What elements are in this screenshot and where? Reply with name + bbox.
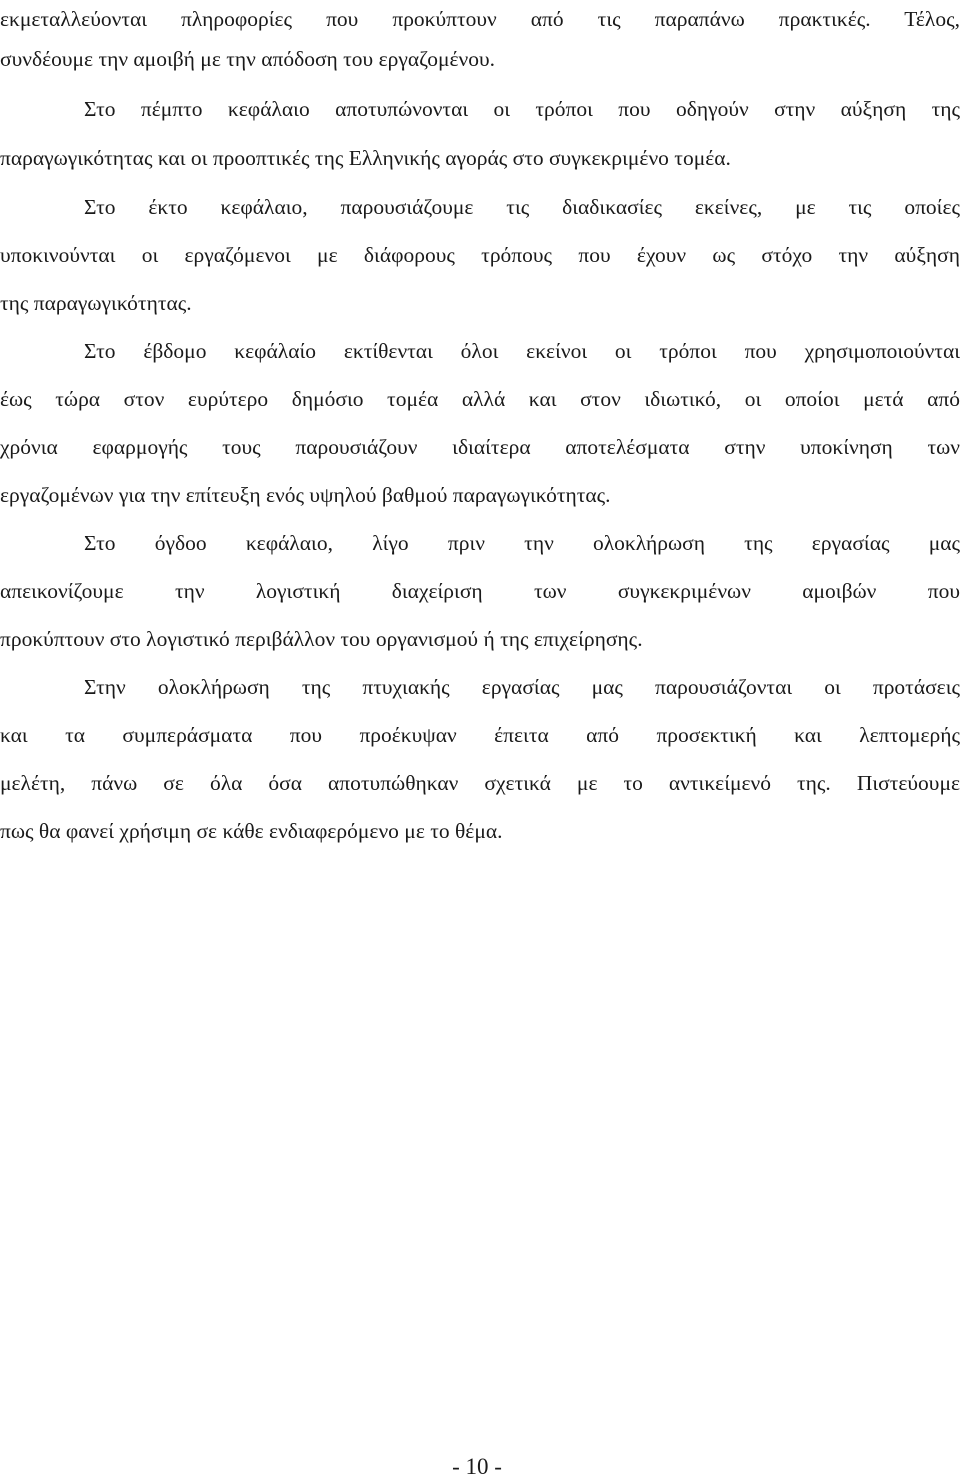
page-number — [0, 1452, 960, 1480]
text-line: χρόνια εφαρμογής τους παρουσιάζουν ιδιαίτερα αποτελέσματα στην υποκίνηση των — [0, 435, 960, 459]
text-line: της παραγωγικότητας. — [0, 291, 192, 315]
text-line: Στο όγδοο κεφάλαιο, λίγο πριν την ολοκλήρωση της εργασίας μας — [84, 531, 960, 555]
text-line: πως θα φανεί χρήσιμη σε κάθε ενδιαφερόμενο με το θέμα. — [0, 819, 503, 843]
text-line: και τα συμπεράσματα που προέκυψαν έπειτα από προσεκτική και λεπτομερής — [0, 723, 960, 747]
page-number-text: - 10 - — [452, 1454, 502, 1479]
text-line: υποκινούνται οι εργαζόμενοι με διάφορους τρόπους που έχουν ως στόχο την αύξηση — [0, 243, 960, 267]
text-line: Στην ολοκλήρωση της πτυχιακής εργασίας μας παρουσιάζονται οι προτάσεις — [84, 675, 960, 699]
text-line: απεικονίζουμε την λογιστική διαχείριση των συγκεκριμένων αμοιβών που — [0, 579, 960, 603]
text-line: Στο έβδομο κεφάλαίο εκτίθενται όλοι εκείνοι οι τρόποι που χρησιμοποιούνται — [84, 339, 960, 363]
text-line: παραγωγικότητας και οι προοπτικές της Ελληνικής αγοράς στο συγκεκριμένο τομέα. — [0, 146, 731, 170]
text-line: προκύπτουν στο λογιστικό περιβάλλον του οργανισμού ή της επιχείρησης. — [0, 627, 643, 651]
text-line: εργαζομένων για την επίτευξη ενός υψηλού βαθμού παραγωγικότητας. — [0, 483, 611, 507]
text-line: εκμεταλλεύονται πληροφορίες που προκύπτουν από τις παραπάνω πρακτικές. Τέλος, — [0, 7, 960, 31]
text-line: Στο πέμπτο κεφάλαιο αποτυπώνονται οι τρόποι που οδηγούν στην αύξηση της — [84, 97, 960, 121]
text-line: συνδέουμε την αμοιβή με την απόδοση του εργαζομένου. — [0, 47, 496, 71]
text-line: Στο έκτο κεφάλαιο, παρουσιάζουμε τις διαδικασίες εκείνες, με τις οποίες — [84, 195, 960, 219]
text-line: έως τώρα στον ευρύτερο δημόσιο τομέα αλλά και στον ιδιωτικό, οι οποίοι μετά από — [0, 387, 960, 411]
text-line: μελέτη, πάνω σε όλα όσα αποτυπώθηκαν σχετικά με το αντικείμενό της. Πιστεύουμε — [0, 771, 960, 795]
